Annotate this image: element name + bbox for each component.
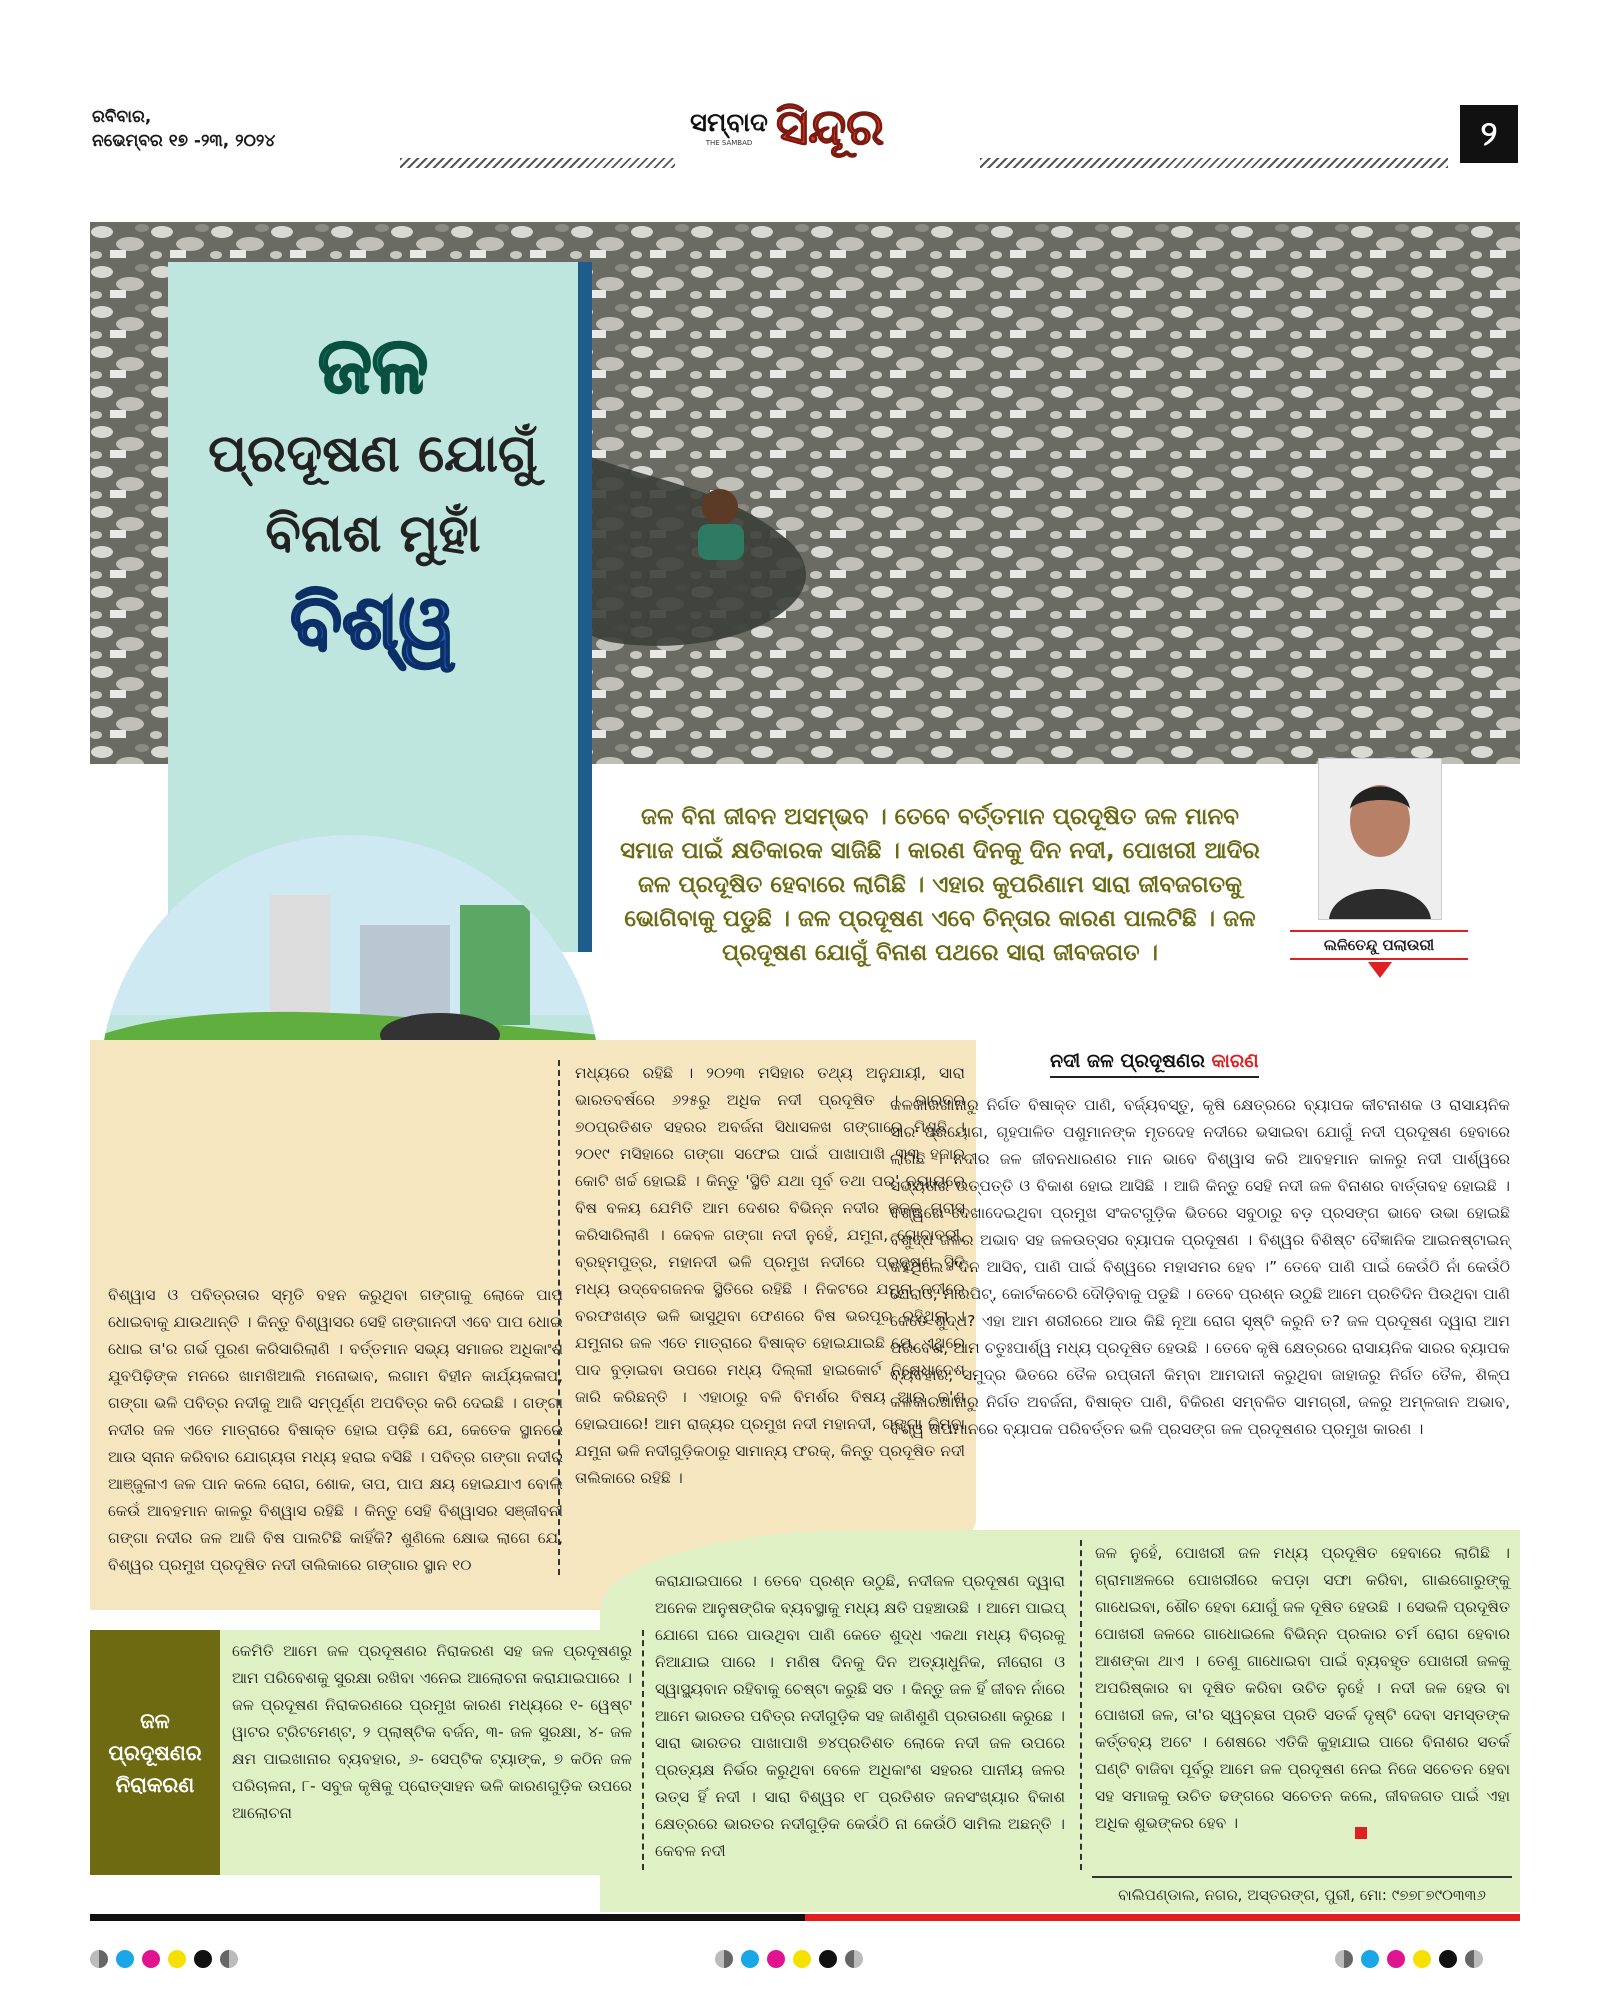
brand-main: ସିନ୍ଦୂର [775,98,885,156]
end-mark [1355,1827,1367,1839]
headline-line1: ଜଳ [317,321,429,411]
brand-logo [690,98,884,157]
author-name-bar [1290,930,1468,960]
intro-deck: ଜଳ ବିନା ଜୀବନ ଅସମ୍ଭବ । ତେବେ ବର୍ତ୍ତମାନ ପ୍ରଦୂଷିତ ଜଳ ମାନବ ସମାଜ ପାଇଁ କ୍ଷତିକାରକ ସାଜିଛି । କାରଣ ଦିନକୁ ଦିନ ନଦୀ, ପୋଖରୀ ଆଦିର ଜଳ ପ୍ରଦୂଷିତ ହେବାରେ ଲାଗିଛି । ଏହାର କୁପରିଣାମ ସାରା ଜୀବଜଗତକୁ ଭୋଗିବାକୁ ପଡୁଛି । ଜଳ ପ୍ରଦୂଷଣ ଏବେ ଚିନ୍ତାର କାରଣ ପାଲଟିଛି । ଜଳ ପ୍ରଦୂଷଣ ଯୋଗୁଁ ବିନାଶ ପଥରେ ସାରା ଜୀବଜଗତ । [620,804,1260,966]
footer-rule-red [805,1914,1520,1921]
column-divider-1 [558,1060,560,1575]
causes-heading-b: କାରଣ [1211,1050,1259,1072]
remedy-col3: ଜଳ ନୁହେଁ, ପୋଖରୀ ଜଳ ମଧ୍ୟ ପ୍ରଦୂଷିତ ହେବାରେ ଲାଗିଛି । ଗ୍ରାମାଞ୍ଚଳରେ ପୋଖରୀରେ କପଡ଼ା ସଫା କରିବା, ଗାଈଗୋରୁଙ୍କୁ ଗାଧେଇବା, ଶୌଚ ହେବା ଯୋଗୁଁ ଜଳ ଦୂଷିତ ହେଉଛି । ସେଭଳି ପ୍ରଦୂଷିତ ପୋଖରୀ ଜଳରେ ଗାଧୋଇଲେ ବିଭିନ୍ନ ପ୍ରକାର ଚର୍ମ ରୋଗ ହେବାର ଆଶଙ୍କା ଥାଏ । ତେଣୁ ଗାଧୋଇବା ପାଇଁ ବ୍ୟବହୃତ ପୋଖରୀ ଜଳକୁ ଅପରିଷ୍କାର ବା ଦୂଷିତ କରିବା ଉଚିତ ନୁହେଁ । ନଦୀ ଜଳ ହେଉ ବା ପୋଖରୀ ଜଳ, ତା'ର ସ୍ୱଚ୍ଛତା ପ୍ରତି ସତର୍କ ଦୃଷ୍ଟି ଦେବା ସମସ୍ତଙ୍କ କର୍ତ୍ତବ୍ୟ ଅଟେ । ଶେଷରେ ଏତିକି କୁହାଯାଇ ପାରେ ବିନାଶର ସତର୍କ ଘଣ୍ଟି ବାଜିବା ପୂର୍ବରୁ ଆମେ ଜଳ ପ୍ରଦୂଷଣ ନେଇ ନିଜେ ସଚେତନ ହେବା ସହ ସମାଜକୁ ଉଚିତ ଢଙ୍ଗରେ ସଚେତନ କଲେ, ଜୀବଜଗତ ପାଇଁ ଏହା ଅଧିକ ଶୁଭଙ୍କର ହେବ । [1095,1544,1510,1832]
header-rule-right [980,158,1448,168]
brand-small: ସମ୍ବାଦ [690,108,768,138]
remedy-label: ଜଳ ପ୍ରଦୂଷଣର ନିରାକରଣ [108,1708,202,1797]
causes-text: କଳକାରଖାନାରୁ ନିର୍ଗତ ବିଷାକ୍ତ ପାଣି, ବର୍ଜ୍ୟବସ୍ତୁ, କୃଷି କ୍ଷେତ୍ରରେ ବ୍ୟାପକ କୀଟନାଶକ ଓ ରାସାୟନିକ ସାର ପ୍ରୟୋଗ, ଗୃହପାଳିତ ପଶୁମାନଙ୍କ ମୃତଦେହ ନଦୀରେ ଭସାଇବା ଯୋଗୁଁ ନଦୀ ପ୍ରଦୂଷଣ ହେବାରେ ଲାଗିଛି । ନଦୀର ଜଳ ଜୀବନଧାରଣର ମାନ ଭାବେ ବିଶ୍ୱାସ କରି ଆବହମାନ କାଳରୁ ନଦୀ ପାର୍ଶ୍ୱରେ ସଭ୍ୟତାର ଉତ୍ପତ୍ତି ଓ ବିକାଶ ହୋଇ ଆସିଛି । ଆଜି କିନ୍ତୁ ସେହି ନଦୀ ଜଳ ବିନାଶର ବାର୍ତ୍ତାବହ ହୋଇଛି । ବିଶ୍ୱରେ ଦେଖାଦେଇଥିବା ପ୍ରମୁଖ ସଂକଟଗୁଡ଼ିକ ଭିତରେ ସବୁଠାରୁ ବଡ଼ ପ୍ରସଙ୍ଗ ଭାବେ ଉଭା ହୋଇଛି ବିଶୁଦ୍ଧ ଜଳର ଅଭାବ ସହ ଜଳଉତ୍ସର ବ୍ୟାପକ ପ୍ରଦୂଷଣ । ବିଶ୍ୱର ବିଶିଷ୍ଟ ବୈଜ୍ଞାନିକ ଆଇନଷ୍ଟାଇନ୍‌ କହିଥିଲେ “ଦିନ ଆସିବ, ପାଣି ପାଇଁ ବିଶ୍ୱରେ ମହାସମର ହେବ ।” ତେବେ ପାଣି ପାଇଁ କେଉଁଠି ନାଁ କେଉଁଠି ଘେରାଓ, ମାରପିଟ୍‌, କୋର୍ଟକଚେରି ଦୌଡ଼ିବାକୁ ପଡୁଛି । ତେବେ ପ୍ରଶ୍ନ ଉଠୁଛି ଆମେ ପ୍ରତିଦିନ ପିଉଥିବା ପାଣି କେତେ ଶୁଦ୍ଧ? ଏହା ଆମ ଶରୀରରେ ଆଉ କିଛି ନୂଆ ରୋଗ ସୃଷ୍ଟି କରୁନି ତ? ଜଳ ପ୍ରଦୂଷଣ ଦ୍ୱାରା ଆମ ପରିବେଶ, ଆମ ଚତୁଃପାର୍ଶ୍ୱ ମଧ୍ୟ ପ୍ରଦୂଷିତ ହେଉଛି । ତେବେ କୃଷି କ୍ଷେତ୍ରରେ ରାସାୟନିକ ସାରର ବ୍ୟାପକ ବ୍ୟବହାର, ସମୁଦ୍ର ଭିତରେ ତୈଳ ରପ୍ତାନୀ କିମ୍ବା ଆମଦାନୀ କରୁଥିବା ଜାହାଜରୁ ନିର୍ଗତ ତୈଳ, ଶିଳ୍ପ କଳକାରଖାନାରୁ ନିର୍ଗତ ଅବର୍ଜନା, ବିଷାକ୍ତ ପାଣି, ବିକିରଣ ସମ୍ବଳିତ ସାମଗ୍ରୀ, ଜଳରୁ ଅମ୍ଳଜାନ ଅଭାବ, ବିଶ୍ୱ ତାପମାନରେ ବ୍ୟାପକ ପରିବର୍ତ୍ତନ ଭଳି ପ୍ରସଙ୍ଗ ଜଳ ପ୍ରଦୂଷଣର ପ୍ରମୁଖ କାରଣ । [890,1096,1510,1438]
header-date-block [92,105,275,153]
address-bar [1092,1876,1512,1904]
remedy-label-box [90,1630,220,1875]
header-day: ରବିବାର, [92,107,152,127]
author-address: ବାଲିପଣ୍ଡାଲ, ନଗର, ଅସ୍ତରଙ୍ଗ, ପୁରୀ, ମୋ: ୯୭୭୮୭୯୦୩୩୬ [1118,1886,1486,1904]
registration-marks-right [1335,1950,1483,1968]
author-name: ଲଳିତେନ୍ଦୁ ପଲାଉରୀ [1323,936,1435,954]
causes-heading [1050,1050,1259,1078]
footer-rule-black [90,1914,805,1921]
brand-small-sub: THE SAMBAD [705,139,753,147]
page-number-box [1460,105,1518,163]
registration-marks-center [715,1950,863,1968]
headline-line2: ପ୍ରଦୂଷଣ ଯୋଗୁଁ [208,424,538,484]
author-portrait-icon [1319,759,1441,919]
headline-line3: ବିନାଶ ମୁହାଁ [265,504,481,564]
column-divider-2 [642,1630,644,1870]
causes-heading-a: ନଦୀ ଜଳ ପ୍ରଦୂଷଣର [1050,1050,1212,1072]
page-number: ୨ [1480,114,1498,154]
left-column: ବିଶ୍ୱାସ ଓ ପବିତ୍ରତାର ସ୍ମୃତି ବହନ କରୁଥିବା ଗଙ୍ଗାକୁ ଲୋକେ ପାପ ଧୋଇବାକୁ ଯାଉଥାନ୍ତି । କିନ୍ତୁ ବିଶ୍ୱାସର ସେହି ଗଙ୍ଗାନଦୀ ଏବେ ପାପ ଧୋଇ ଧୋଇ ତା'ର ଗର୍ଭ ପୁରଣ କରିସାରିଲାଣି । ବର୍ତ୍ତମାନ ସଭ୍ୟ ସମାଜର ଅଧିକାଂଶ ଯୁବପିଢ଼ିଙ୍କ ମନରେ ଖାମଖିଆଲି ମନୋଭାବ, ଲଗାମ ବିହୀନ କାର୍ଯ୍ୟକଳାପ, ଗଙ୍ଗା ଭଳି ପବିତ୍ର ନଦୀକୁ ଆଜି ସମ୍ପୂର୍ଣ୍ଣ ଅପବିତ୍ର କରି ଦେଇଛି । ଗଙ୍ଗା ନଦୀର ଜଳ ଏତେ ମାତ୍ରାରେ ବିଷାକ୍ତ ହୋଇ ପଡ଼ିଛି ଯେ, କେତେକ ସ୍ଥାନରେ ଆଉ ସ୍ନାନ କରିବାର ଯୋଗ୍ୟତା ମଧ୍ୟ ହରାଇ ବସିଛି । ପବିତ୍ର ଗଙ୍ଗା ନଦୀର ଆଞ୍ଜୁଳାଏ ଜଳ ପାନ କଲେ ରୋଗ, ଶୋକ, ତାପ, ପାପ କ୍ଷୟ ହୋଇଯାଏ ବୋଲି କେଉଁ ଆବହମାନ କାଳରୁ ବିଶ୍ୱାସ ରହିଛି । କିନ୍ତୁ ସେହି ବିଶ୍ୱାସର ସଞ୍ଜୀବନୀ ଗଙ୍ଗା ନଦୀର ଜଳ ଆଜି ବିଷ ପାଲଟିଛି କାହିଁକି? ଶୁଣିଲେ କ୍ଷୋଭ ଲାଗେ ଯେ, ବିଶ୍ୱର ପ୍ରମୁଖ ପ୍ରଦୂଷିତ ନଦୀ ତାଲିକାରେ ଗଙ୍ଗାର ସ୍ଥାନ ୧୦ [108,1286,563,1574]
author-pointer [1368,962,1392,978]
middle-column: ମଧ୍ୟରେ ରହିଛି । ୨୦୨୩ ମସିହାର ତଥ୍ୟ ଅନୁଯାୟୀ, ସାରା ଭାରତବର୍ଷରେ ୬୨୫ରୁ ଅଧିକ ନଦୀ ପ୍ରଦୂଷିତ । ଭାରତର ୭୦ପ୍ରତିଶତ ସହରର ଅବର୍ଜନା ସିଧାସଳଖ ଗଙ୍ଗାରେ ମିଶୁଛି । ୨୦୧୯ ମସିହାରେ ଗଙ୍ଗା ସଫେଇ ପାଇଁ ପାଖାପାଖି ୩୩ ହଜାର କୋଟି ଖର୍ଚ୍ଚ ହୋଇଛି । କିନ୍ତୁ 'ସ୍ଥିତି ଯଥା ପୂର୍ବ ତଥା ପର' ନ୍ୟାୟରେ ବିଷ ବଳୟ ଯେମିତି ଆମ ଦେଶର ବିଭିନ୍ନ ନଦୀର ଜଳକୁ ଗ୍ରାସ କରିସାରିଲାଣି । କେବଳ ଗଙ୍ଗା ନଦୀ ନୁହେଁ, ଯମୁନା, ଗୋଦାବରୀ, ବ୍ରହ୍ମପୁତ୍ର, ମହାନଦୀ ଭଳି ପ୍ରମୁଖ ନଦୀରେ ପ୍ରଦୂଷଣ ସ୍ଥିତି ମଧ୍ୟ ଉଦ୍‌ବେଗଜନକ ସ୍ଥିତିରେ ରହିଛି । ନିକଟରେ ଯମୁନା ନଦୀରେ ବରଫଖଣ୍ଡ ଭଳି ଭାସୁଥିବା ଫେଣରେ ବିଷ ଭରପୂର ରହିଥିଲା । ଯମୁନାର ଜଳ ଏତେ ମାତ୍ରାରେ ବିଷାକ୍ତ ହୋଇଯାଇଛି ଯେ, ଏଥିରେ ପାଦ ବୁଡ଼ାଇବା ଉପରେ ମଧ୍ୟ ଦିଲ୍ଲୀ ହାଇକୋର୍ଟ ନିଷେଧାଦେଶ ଜାରି କରିଛନ୍ତି । ଏହାଠାରୁ ବଳି ବିମର୍ଶର ବିଷୟ ଆଉ କ'ଣ ହୋଇପାରେ! ଆମ ରାଜ୍ୟର ପ୍ରମୁଖ ନଦୀ ମହାନଦୀ, ଗଙ୍ଗା କିମ୍ବା ଯମୁନା ଭଳି ନଦୀଗୁଡ଼ିକଠାରୁ ସାମାନ୍ୟ ଫରକ୍‌, କିନ୍ତୁ ପ୍ରଦୂଷିତ ନଦୀ ତାଲିକାରେ ରହିଛି । [575,1064,965,1487]
headline-block [168,318,578,670]
headline-line4: ବିଶ୍ୱ [290,577,456,666]
remedy-col2: କରାଯାଇପାରେ । ତେବେ ପ୍ରଶ୍ନ ଉଠୁଛି, ନଦୀଜଳ ପ୍ରଦୂଷଣ ଦ୍ୱାରା ଅନେକ ଆନୁଷଙ୍ଗିକ ବ୍ୟବସ୍ଥାକୁ ମଧ୍ୟ କ୍ଷତି ପହଞ୍ଚାଉଛି । ଆମେ ପାଇପ୍‌ ଯୋଗେ ଘରେ ପାଉଥିବା ପାଣି କେତେ ଶୁଦ୍ଧ ଏକଥା ମଧ୍ୟ ବିଚାରକୁ ନିଆଯାଇ ପାରେ । ମଣିଷ ଦିନକୁ ଦିନ ଅତ୍ୟାଧୁନିକ, ନୀରୋଗ ଓ ସ୍ୱାସ୍ଥ୍ୟବାନ ରହିବାକୁ ଚେଷ୍ଟା କରୁଛି ସତ । କିନ୍ତୁ ଜଳ ହିଁ ଜୀବନ ନାଁରେ ଆମେ ଭାରତର ପବିତ୍ର ନଦୀଗୁଡ଼ିକ ସହ ଜାଣିଶୁଣି ପ୍ରତାରଣା କରୁଛେ । ସାରା ଭାରତର ପାଖାପାଖି ୭୪ପ୍ରତିଶତ ଲୋକେ ନଦୀ ଜଳ ଉପରେ ପ୍ରତ୍ୟକ୍ଷ ନିର୍ଭର କରୁଥିବା ବେଳେ ଅଧିକାଂଶ ସହରର ପାନୀୟ ଜଳର ଉତ୍ସ ହିଁ ନଦୀ । ସାରା ବିଶ୍ୱର ୧୮ ପ୍ରତିଶତ ଜନସଂଖ୍ୟାର ବିକାଶ କ୍ଷେତ୍ରରେ ଭାରତର ନଦୀଗୁଡ଼ିକ କେଉଁଠି ନା କେଉଁଠି ସାମିଲ ଅଛନ୍ତି । କେବଳ ନଦୀ [655,1572,1065,1860]
author-photo [1318,758,1442,920]
header-rule-left [400,158,675,168]
column-divider-3 [1080,1540,1082,1870]
registration-marks-left [90,1950,238,1968]
remedy-col1: କେମିତି ଆମେ ଜଳ ପ୍ରଦୂଷଣର ନିରାକରଣ ସହ ଜଳ ପ୍ରଦୂଷଣରୁ ଆମ ପରିବେଶକୁ ସୁରକ୍ଷା ରଖିବା ଏନେଇ ଆଲୋଚନା କରାଯାଇପାରେ । ଜଳ ପ୍ରଦୂଷଣ ନିରାକରଣରେ ପ୍ରମୁଖ କାରଣ ମଧ୍ୟରେ ୧- ୱେଷ୍ଟ ୱାଟର ଟ୍ରିଟମେଣ୍ଟ, ୨ ପ୍ଲାଷ୍ଟିକ ବର୍ଜନ, ୩- ଜଳ ସୁରକ୍ଷା, ୪- ଜଳ କ୍ଷମ ପାଇଖାନାର ବ୍ୟବହାର, ୬- ସେପ୍ଟିକ ଟ୍ୟାଙ୍କ, ୭ କଠିନ ଜଳ ପରିଚାଳନା, ୮- ସବୁଜ କୃଷିକୁ ପ୍ରୋତ୍ସାହନ ଭଳି କାରଣଗୁଡ଼ିକ ଉପରେ ଆଲୋଚନା [232,1642,632,1822]
header-date: ନଭେମ୍ବର ୧୭ -୨୩, ୨୦୨୪ [92,131,276,151]
